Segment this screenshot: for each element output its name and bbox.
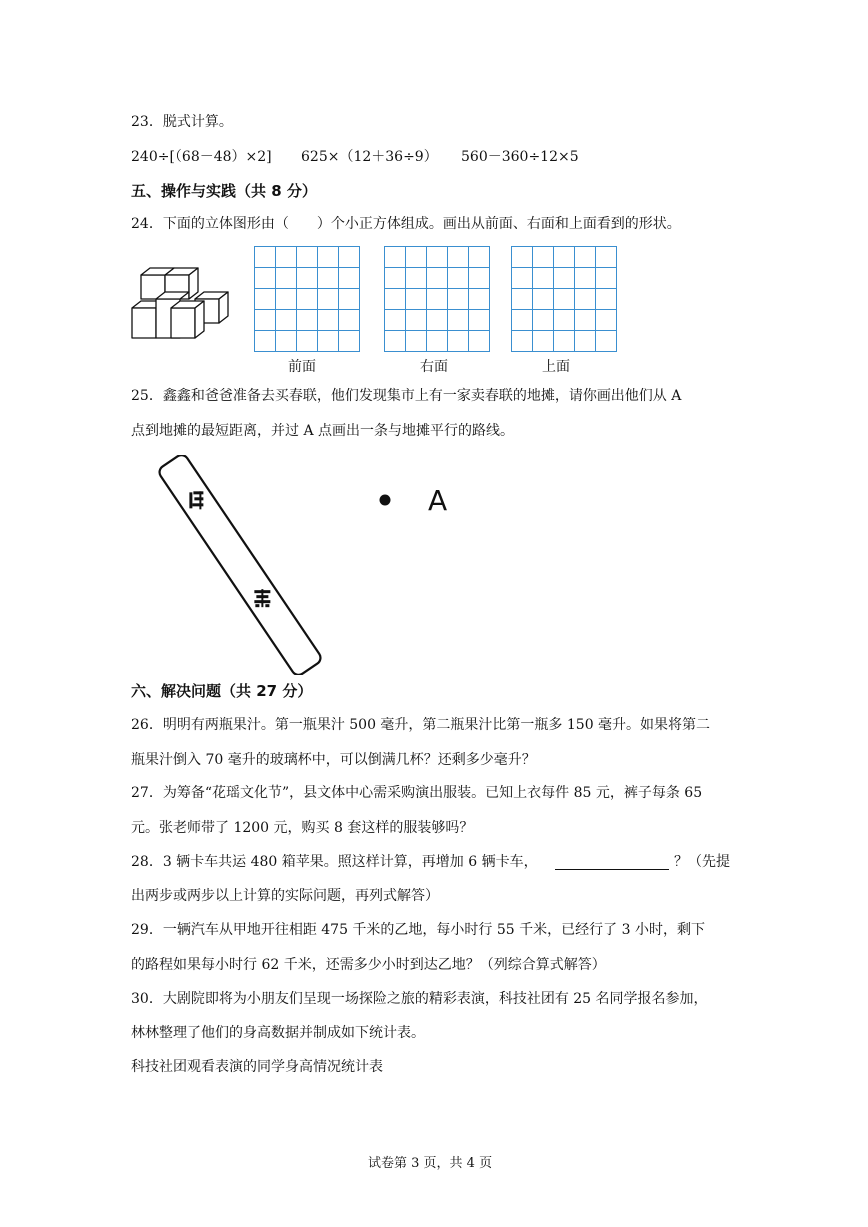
section5-heading: 五、操作与实践（共 8 分） xyxy=(131,182,317,200)
q23-expr-1: 240÷[（68－48）×2] xyxy=(131,149,272,165)
q29-line1: 29．一辆汽车从甲地开往相距 475 千米的乙地，每小时行 55 千米，已经行了 3 小时，剩下 xyxy=(131,922,705,938)
label-front: 前面 xyxy=(288,359,316,375)
q29-line2: 的路程如果每小时行 62 千米，还需多少小时到达乙地？（列综合算式解答） xyxy=(131,957,606,973)
stall-figure xyxy=(140,455,340,675)
q27-line2: 元。张老师带了 1200 元，购买 8 套这样的服装够吗？ xyxy=(131,820,474,836)
page-footer: 试卷第 3 页，共 4 页 xyxy=(368,1156,493,1171)
grid-right[interactable] xyxy=(384,246,490,352)
q24-text: 24．下面的立体图形由（ ）个小正方体组成。画出从前面、右面和上面看到的形状。 xyxy=(131,216,681,232)
q28-line1-end: ？（先提 xyxy=(674,854,730,870)
point-a-dot xyxy=(378,493,392,507)
q25-line2: 点到地摊的最短距离，并过 A 点画出一条与地摊平行的路线。 xyxy=(131,423,515,439)
q23-expr-3: 560－360÷12×5 xyxy=(461,149,579,165)
section6-heading: 六、解决问题（共 27 分） xyxy=(131,682,313,700)
q30-line2: 林林整理了他们的身高数据并制成如下统计表。 xyxy=(131,1025,425,1041)
q28-answer-blank[interactable] xyxy=(555,869,669,870)
q30-line1: 30．大剧院即将为小朋友们呈现一场探险之旅的精彩表演，科技社团有 25 名同学报名参加， xyxy=(131,991,708,1007)
q23-title: 23．脱式计算。 xyxy=(131,114,233,130)
q26-line1: 26．明明有两瓶果汁。第一瓶果汁 500 毫升，第二瓶果汁比第一瓶多 150 毫升。如果将第二 xyxy=(131,717,711,733)
grid-top[interactable] xyxy=(511,246,617,352)
q27-line1: 27．为筹备“花瑶文化节”，县文体中心需采购演出服装。已知上衣每件 85 元，裤子每条 65 xyxy=(131,785,703,801)
q23-expr-2: 625×（12＋36÷9） xyxy=(301,149,438,165)
point-a-label: A xyxy=(428,484,448,517)
q30-table-title: 科技社团观看表演的同学身高情况统计表 xyxy=(131,1059,383,1075)
q25-line1: 25．鑫鑫和爸爸准备去买春联，他们发现集市上有一家卖春联的地摊，请你画出他们从 A xyxy=(131,388,682,404)
q26-line2: 瓶果汁倒入 70 毫升的玻璃杯中，可以倒满几杯？还剩多少毫升？ xyxy=(131,752,536,768)
cube-figure xyxy=(130,267,230,342)
q28-line1: 28．3 辆卡车共运 480 箱苹果。照这样计算，再增加 6 辆卡车， xyxy=(131,854,538,870)
q28-line2: 出两步或两步以上计算的实际问题，再列式解答） xyxy=(131,888,439,904)
label-right: 右面 xyxy=(420,359,448,375)
grid-front[interactable] xyxy=(254,246,360,352)
label-top: 上面 xyxy=(542,359,570,375)
